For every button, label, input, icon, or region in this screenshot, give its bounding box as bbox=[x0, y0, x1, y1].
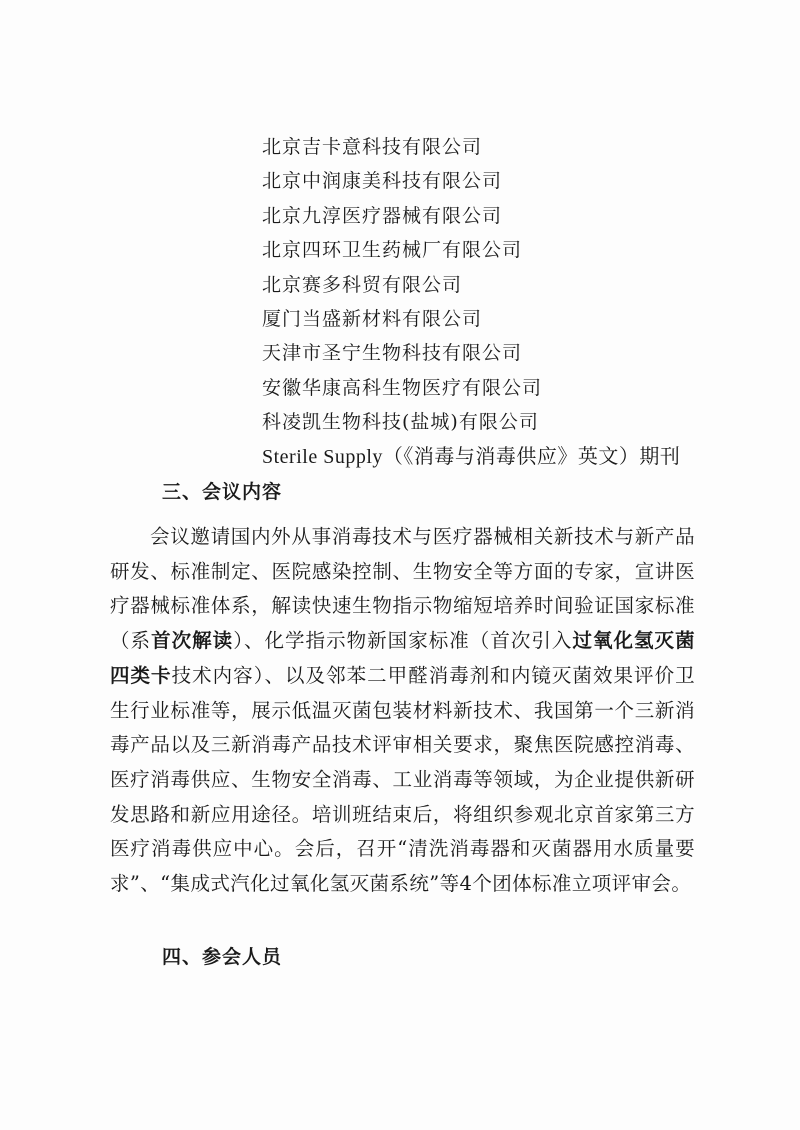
paragraph-text: ）、化学指示物新国家标准（首次引入 bbox=[233, 629, 573, 653]
sponsor-list bbox=[262, 130, 762, 474]
meeting-content-paragraph bbox=[110, 520, 695, 902]
sponsor-item: 北京赛多科贸有限公司 bbox=[262, 273, 463, 296]
paragraph-text: 技术内容）、以及邻苯二甲醛消毒剂和内镜灭菌效果评价卫生行业标准等，展示低温灭菌包装材料新技术、我国第一个三新消毒产品以及三新消毒产品技术评审相关要求，聚焦医院感控消毒、医疗消毒供应、生物安全消毒、工业消毒等领域，为企业提供新研发思路和新应用途径。培训班结束后，将组织参观北京首家第三方医疗消毒供应中心。会后，召开“清洗消毒器和灭菌器用水质量要求”、“集成式汽化过氧化氢灭菌系统”等4个团体标准立项评审会。 bbox=[110, 663, 695, 896]
sponsor-item: 北京四环卫生药械厂有限公司 bbox=[262, 239, 523, 262]
sponsor-item: 厦门当盛新材料有限公司 bbox=[262, 307, 483, 330]
paragraph-text: 会议邀请国内外从事消毒技术与医疗器械相关新技术与新产品研发、标准制定、医院感染控制、生物安全等方面的专家，宣讲医疗器械标准体系，解读快速生物指示物缩短培养时间验证国家标准（系 bbox=[110, 525, 695, 653]
section-heading-attendees: 四、参会人员 bbox=[162, 946, 283, 968]
section-heading-meeting-content: 三、会议内容 bbox=[162, 481, 283, 503]
sponsor-item: 天津市圣宁生物科技有限公司 bbox=[262, 342, 523, 365]
sponsor-item: 北京中润康美科技有限公司 bbox=[262, 170, 503, 193]
sponsor-item: 安徽华康高科生物医疗有限公司 bbox=[262, 376, 543, 399]
sponsor-item: 科凌凯生物科技(盐城)有限公司 bbox=[262, 411, 539, 434]
sponsor-item: 北京九淳医疗器械有限公司 bbox=[262, 204, 503, 227]
emphasis-hydrogen-peroxide-class4: 过氧化氢灭菌四类卡 bbox=[110, 629, 695, 687]
emphasis-first-interpretation: 首次解读 bbox=[151, 629, 234, 653]
sponsor-item: 北京吉卡意科技有限公司 bbox=[262, 136, 483, 158]
sponsor-item-journal: Sterile Supply（《消毒与消毒供应》英文）期刊 bbox=[262, 445, 681, 468]
